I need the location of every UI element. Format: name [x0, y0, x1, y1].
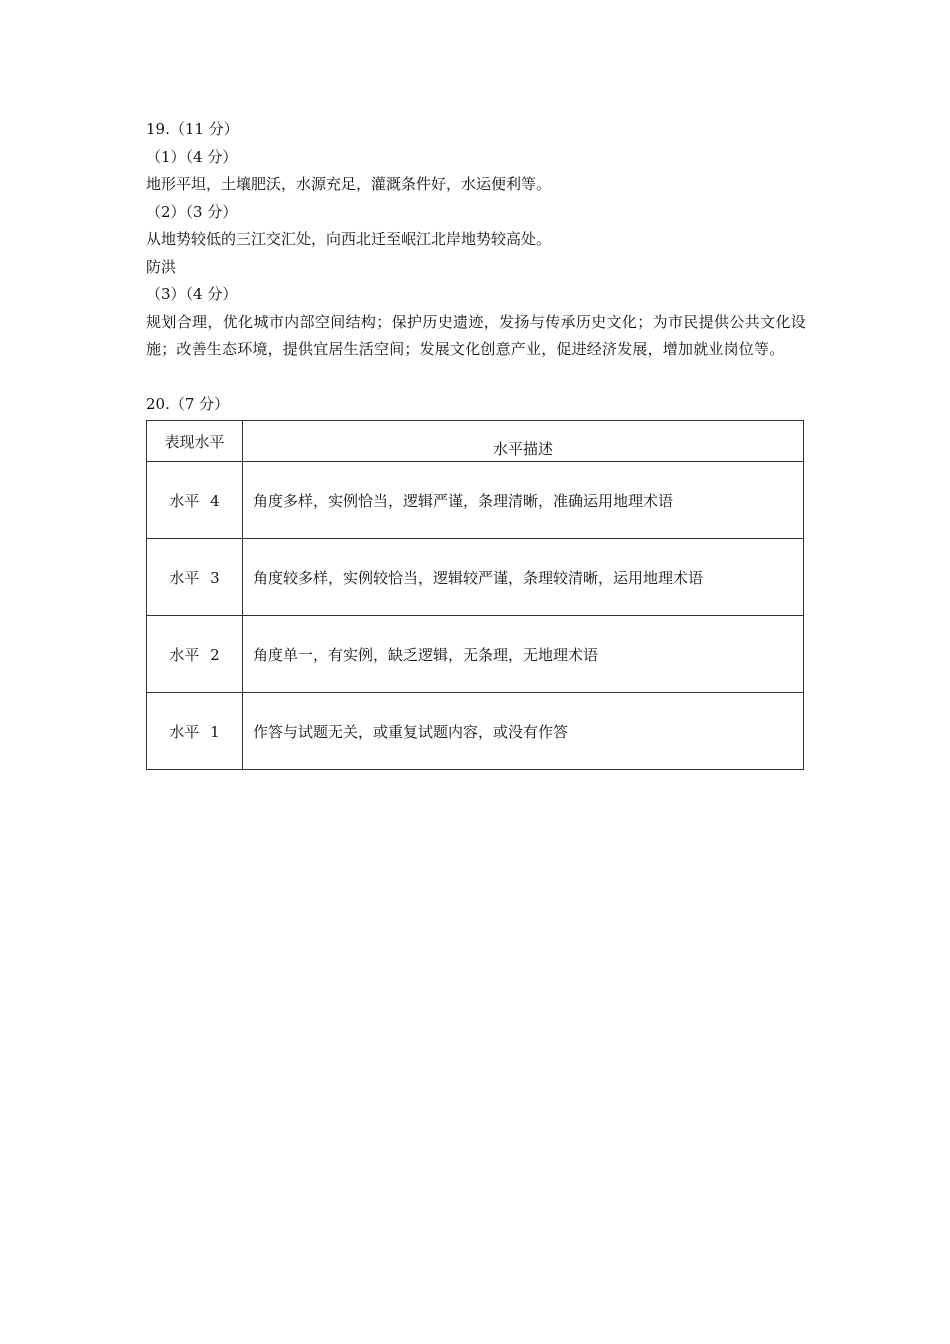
- row-level: 水平 3: [147, 539, 243, 616]
- header-description: 水平描述: [243, 421, 804, 462]
- q19-part1-answer: 地形平坦，土壤肥沃，水源充足，灌溉条件好，水运便利等。: [146, 175, 552, 193]
- q20-title: 20.（7 分）: [146, 394, 230, 413]
- row-description: 角度较多样，实例较恰当，逻辑较严谨，条理较清晰，运用地理术语: [243, 539, 804, 616]
- table-row: [147, 693, 804, 770]
- q19-part2-answer-a: 从地势较低的三江交汇处，向西北迁至岷江北岸地势较高处。: [146, 230, 552, 248]
- q19-part2-label: （2）（3 分）: [146, 202, 238, 221]
- row-level: 水平 2: [147, 616, 243, 693]
- table-row: [147, 616, 804, 693]
- header-level: 表现水平: [147, 421, 243, 462]
- row-level: 水平 4: [147, 462, 243, 539]
- row-description: 角度单一，有实例，缺乏逻辑，无条理，无地理术语: [243, 616, 804, 693]
- q19-part1-label: （1）（4 分）: [146, 147, 238, 166]
- rubric-table: [146, 420, 804, 770]
- q19-part2-answer-b: 防洪: [146, 257, 177, 276]
- table-row: [147, 539, 804, 616]
- rubric-header-row: [147, 421, 804, 462]
- row-description: 角度多样，实例恰当，逻辑严谨，条理清晰，准确运用地理术语: [243, 462, 804, 539]
- table-row: [147, 462, 804, 539]
- q19-part3-answer: 规划合理，优化城市内部空间结构；保护历史遗迹，发扬与传承历史文化；为市民提供公共文化设施；改善生态环境，提供宜居生活空间；发展文化创意产业，促进经济发展，增加就业岗位等。: [146, 312, 806, 358]
- q19-part3-label: （3）（4 分）: [146, 285, 238, 303]
- row-description: 作答与试题无关，或重复试题内容，或没有作答: [243, 693, 804, 770]
- section-gap: [146, 364, 806, 391]
- row-level: 水平 1: [147, 693, 243, 770]
- q19-title: 19.（11 分）: [146, 120, 239, 138]
- answer-page: [146, 116, 806, 770]
